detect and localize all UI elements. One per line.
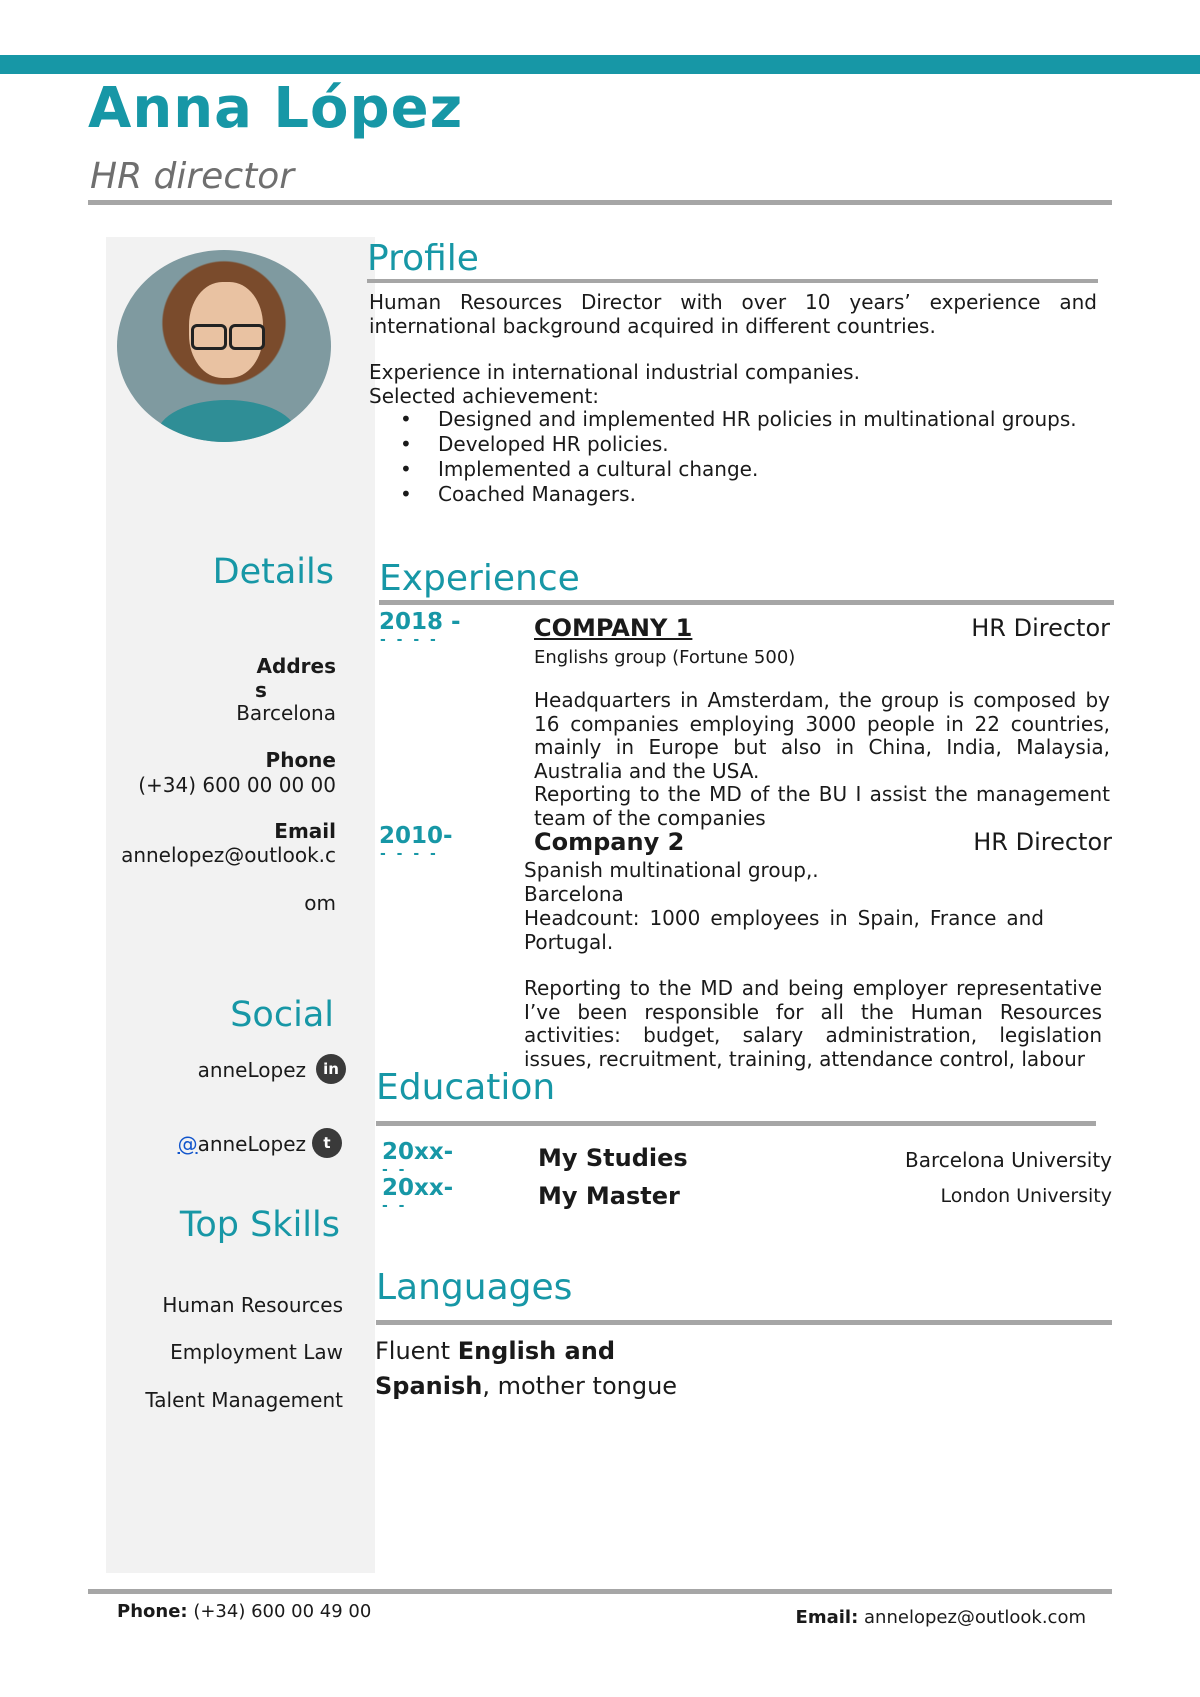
header-divider xyxy=(88,200,1112,205)
degree-name: My Studies xyxy=(538,1144,688,1172)
company-subtitle: Englishs group (Fortune 500) xyxy=(534,647,796,668)
footer-phone-label: Phone: xyxy=(117,1601,188,1622)
email-value[interactable]: annelopez@outlook.c xyxy=(121,843,336,867)
achievement-item: • Coached Managers. xyxy=(400,482,1100,507)
company-line: Spanish multinational group,. xyxy=(524,858,819,882)
company-name: Company 2 xyxy=(534,828,685,856)
education-heading: Education xyxy=(376,1067,556,1108)
candidate-role: HR director xyxy=(90,156,295,197)
twitter-handle[interactable] xyxy=(178,1132,306,1156)
twitter-user[interactable]: anneLopez xyxy=(197,1132,306,1156)
language-text: , mother tongue xyxy=(482,1372,678,1400)
languages-divider xyxy=(376,1320,1112,1325)
job-year: 2010- xyxy=(379,823,453,849)
phone-value: (+34) 600 00 00 00 xyxy=(138,773,336,797)
profile-heading: Profile xyxy=(367,238,479,279)
school-name: London University xyxy=(940,1185,1112,1207)
address-label: Addres xyxy=(256,654,336,678)
edu-year-dash: - - xyxy=(382,1198,408,1214)
edu-year-dash: - - xyxy=(382,1162,408,1178)
experience-heading: Experience xyxy=(379,558,580,599)
skill-item: Human Resources xyxy=(162,1293,343,1317)
footer-divider xyxy=(88,1589,1112,1594)
job-description: Reporting to the MD of the BU I assist the management team of the companies xyxy=(534,782,1110,830)
achievement-item: • Implemented a cultural change. xyxy=(400,457,1100,482)
footer-email-value[interactable]: annelopez@outlook.com xyxy=(858,1607,1086,1628)
degree-name: My Master xyxy=(538,1182,680,1210)
details-heading: Details xyxy=(212,552,334,592)
social-heading: Social xyxy=(230,995,334,1035)
job-year: 2018 - xyxy=(379,609,461,635)
twitter-at-link[interactable]: @ xyxy=(177,1132,198,1156)
job-year-dash: - - - - xyxy=(380,846,439,862)
email-value-wrap[interactable]: om xyxy=(304,891,336,915)
address-label-wrap: s xyxy=(255,678,267,702)
footer-phone xyxy=(117,1601,371,1622)
job-description: Reporting to the MD and being employer representative I’ve been responsible for all the Human Resources activities: budget, salary administration, legislation issues, recruitment, training, attendance control, labour xyxy=(524,976,1102,1071)
footer-email-label: Email: xyxy=(795,1607,859,1628)
language-line xyxy=(375,1337,615,1365)
phone-label: Phone xyxy=(265,748,336,772)
profile-industry: Experience in international industrial companies. xyxy=(369,360,860,384)
job-title: HR Director xyxy=(971,614,1110,642)
candidate-name: Anna López xyxy=(88,76,464,141)
company-line: Headcount: 1000 employees in Spain, France and Portugal. xyxy=(524,906,1044,954)
job-description: Headquarters in Amsterdam, the group is composed by 16 companies employing 3000 people in 22 countries, mainly in Europe but also in China, India, Malaysia, Australia and the USA. xyxy=(534,688,1110,783)
company-name: COMPANY 1 xyxy=(534,614,693,642)
achievement-item: • Developed HR policies. xyxy=(400,432,1100,457)
edu-year: 20xx- xyxy=(382,1175,454,1201)
skill-item: Talent Management xyxy=(145,1388,343,1412)
languages-heading: Languages xyxy=(376,1267,573,1308)
achievements-label: Selected achievement: xyxy=(369,384,600,408)
email-label: Email xyxy=(274,819,336,843)
profile-photo xyxy=(117,250,331,442)
experience-divider xyxy=(379,600,1114,605)
language-bold: Spanish xyxy=(375,1372,483,1400)
education-divider xyxy=(376,1121,1096,1126)
job-year-dash: - - - - xyxy=(380,632,439,648)
linkedin-icon[interactable]: in xyxy=(316,1054,346,1084)
company-line: Barcelona xyxy=(524,882,624,906)
job-title: HR Director xyxy=(973,828,1112,856)
language-line xyxy=(375,1372,677,1400)
twitter-icon[interactable]: t xyxy=(312,1128,342,1158)
address-value: Barcelona xyxy=(236,701,336,725)
footer-email xyxy=(796,1607,1086,1628)
language-bold: English and xyxy=(457,1337,616,1365)
top-accent-bar xyxy=(0,55,1200,74)
achievement-item: • Designed and implemented HR policies in multinational groups. xyxy=(400,407,1100,432)
edu-year: 20xx- xyxy=(382,1139,454,1165)
linkedin-handle[interactable]: anneLopez xyxy=(197,1058,306,1082)
footer-phone-value: (+34) 600 00 49 00 xyxy=(187,1601,372,1622)
achievements-list xyxy=(400,407,1100,507)
skills-heading: Top Skills xyxy=(179,1205,340,1245)
school-name: Barcelona University xyxy=(904,1148,1112,1172)
skill-item: Employment Law xyxy=(170,1340,343,1364)
language-text: Fluent xyxy=(375,1337,458,1365)
profile-divider xyxy=(367,279,1098,283)
profile-summary: Human Resources Director with over 10 years’ experience and international background acquired in different countries. xyxy=(369,290,1097,338)
